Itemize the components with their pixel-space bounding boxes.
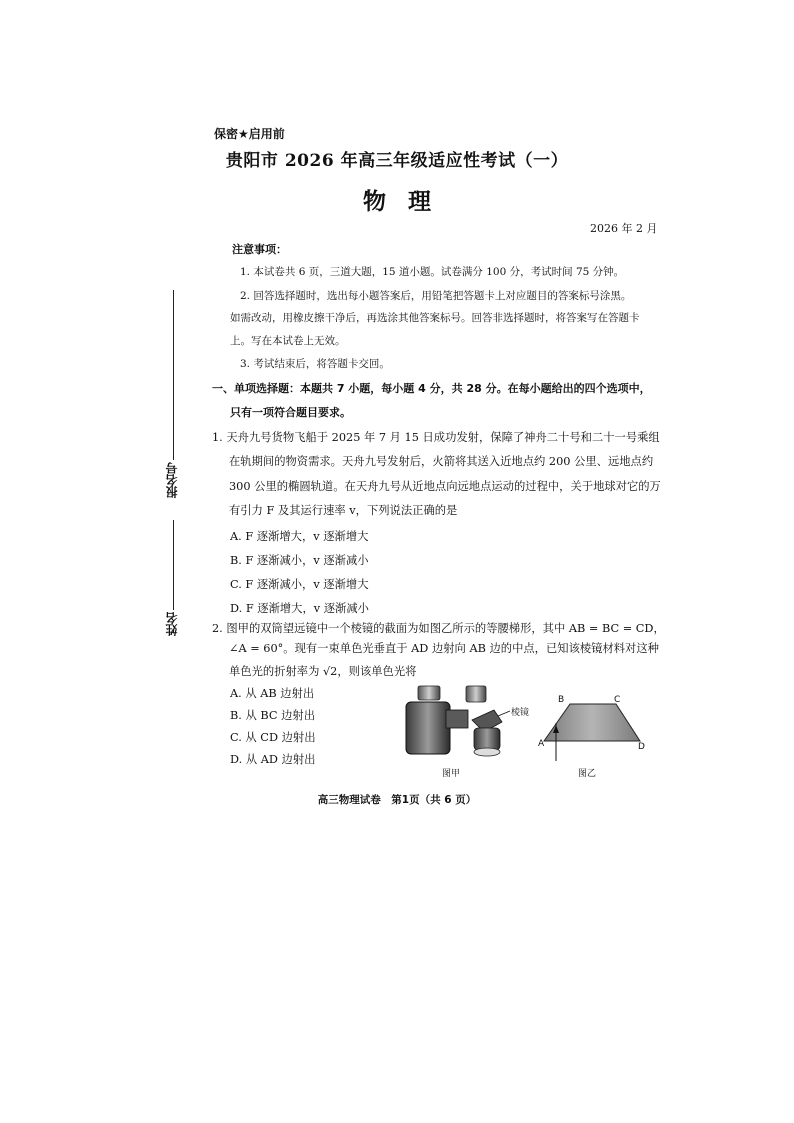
notice-item-2-line-3: 上。写在本试卷上无效。 (230, 335, 346, 347)
vertex-c-label: C (614, 695, 621, 705)
prism-trapezoid (544, 704, 640, 741)
page-footer: 高三物理试卷 第1页（共 6 页） (317, 794, 477, 806)
notice-item-3: 3. 考试结束后，将答题卡交回。 (240, 358, 390, 370)
q1-stem-line-2: 在轨期间的物资需求。天舟九号发射后，火箭将其送入近地点约 200 公里、远地点约 (229, 455, 654, 468)
vertex-a-label: A (538, 739, 545, 749)
q1-option-a: A. F 逐渐增大，v 逐渐增大 (230, 530, 369, 543)
q2-option-c: C. 从 CD 边射出 (230, 731, 316, 744)
figure-1-label: 图甲 (442, 769, 461, 779)
q2-option-a: A. 从 AB 边射出 (230, 687, 315, 700)
q1-option-c: C. F 逐渐减小，v 逐渐增大 (230, 578, 369, 591)
registration-number-label: 报名号 (165, 462, 179, 498)
name-label: 姓名 (165, 612, 179, 636)
q2-stem-line-3: 单色光的折射率为 √2，则该单色光将 (229, 665, 417, 678)
secret-mark: 保密★启用前 (214, 127, 285, 141)
vertex-b-label: B (558, 695, 565, 705)
notice-item-2-line-1: 2. 回答选择题时，选出每小题答案后，用铅笔把答题卡上对应题目的答案标号涂黑。 (240, 290, 632, 302)
vertex-d-label: D (638, 742, 645, 752)
binding-line-top (173, 290, 174, 460)
figure-2-label: 图乙 (578, 769, 597, 779)
notice-item-1: 1. 本试卷共 6 页，三道大题，15 道小题。试卷满分 100 分，考试时间 75 分钟。 (240, 266, 625, 278)
notice-item-2-line-2: 如需改动，用橡皮擦干净后，再选涂其他答案标号。回答非选择题时，将答案写在答题卡 (230, 312, 640, 324)
q2-option-b: B. 从 BC 边射出 (230, 709, 316, 722)
subject-title: 物理 (363, 189, 453, 215)
trapezoid-prism-figure (536, 695, 646, 765)
q1-stem-line-1: 1. 天舟九号货物飞船于 2025 年 7 月 15 日成功发射，保障了神舟二十号和二十一号乘组 (212, 431, 660, 444)
q1-stem-line-4: 有引力 F 及其运行速率 v，下列说法正确的是 (229, 504, 458, 517)
q1-stem-line-3: 300 公里的椭圆轨道。在天舟九号从近地点向远地点运动的过程中，关于地球对它的万 (229, 480, 661, 493)
binding-line-middle (173, 520, 174, 610)
prism-callout-label: 棱镜 (511, 708, 530, 718)
section-1-heading: 一、单项选择题：本题共 7 小题，每小题 4 分，共 28 分。在每小题给出的四个选项中， (212, 382, 651, 395)
section-1-heading-line-2: 只有一项符合题目要求。 (230, 406, 351, 419)
notice-title: 注意事项： (232, 243, 287, 256)
q1-option-d: D. F 逐渐增大，v 逐渐减小 (230, 602, 369, 615)
q2-stem-line-2: ∠A = 60°。现有一束单色光垂直于 AD 边射向 AB 边的中点，已知该棱镜材料对这种 (229, 642, 659, 655)
exam-title: 贵阳市 2026 年高三年级适应性考试（一） (225, 151, 569, 171)
binoculars-figure (398, 680, 538, 768)
q1-option-b: B. F 逐渐减小，v 逐渐减小 (230, 554, 369, 567)
exam-date: 2026 年 2 月 (590, 222, 658, 235)
q2-stem-line-1: 2. 图甲的双筒望远镜中一个棱镜的截面为如图乙所示的等腰梯形，其中 AB = BC = CD， (212, 622, 665, 635)
q2-option-d: D. 从 AD 边射出 (230, 753, 316, 766)
